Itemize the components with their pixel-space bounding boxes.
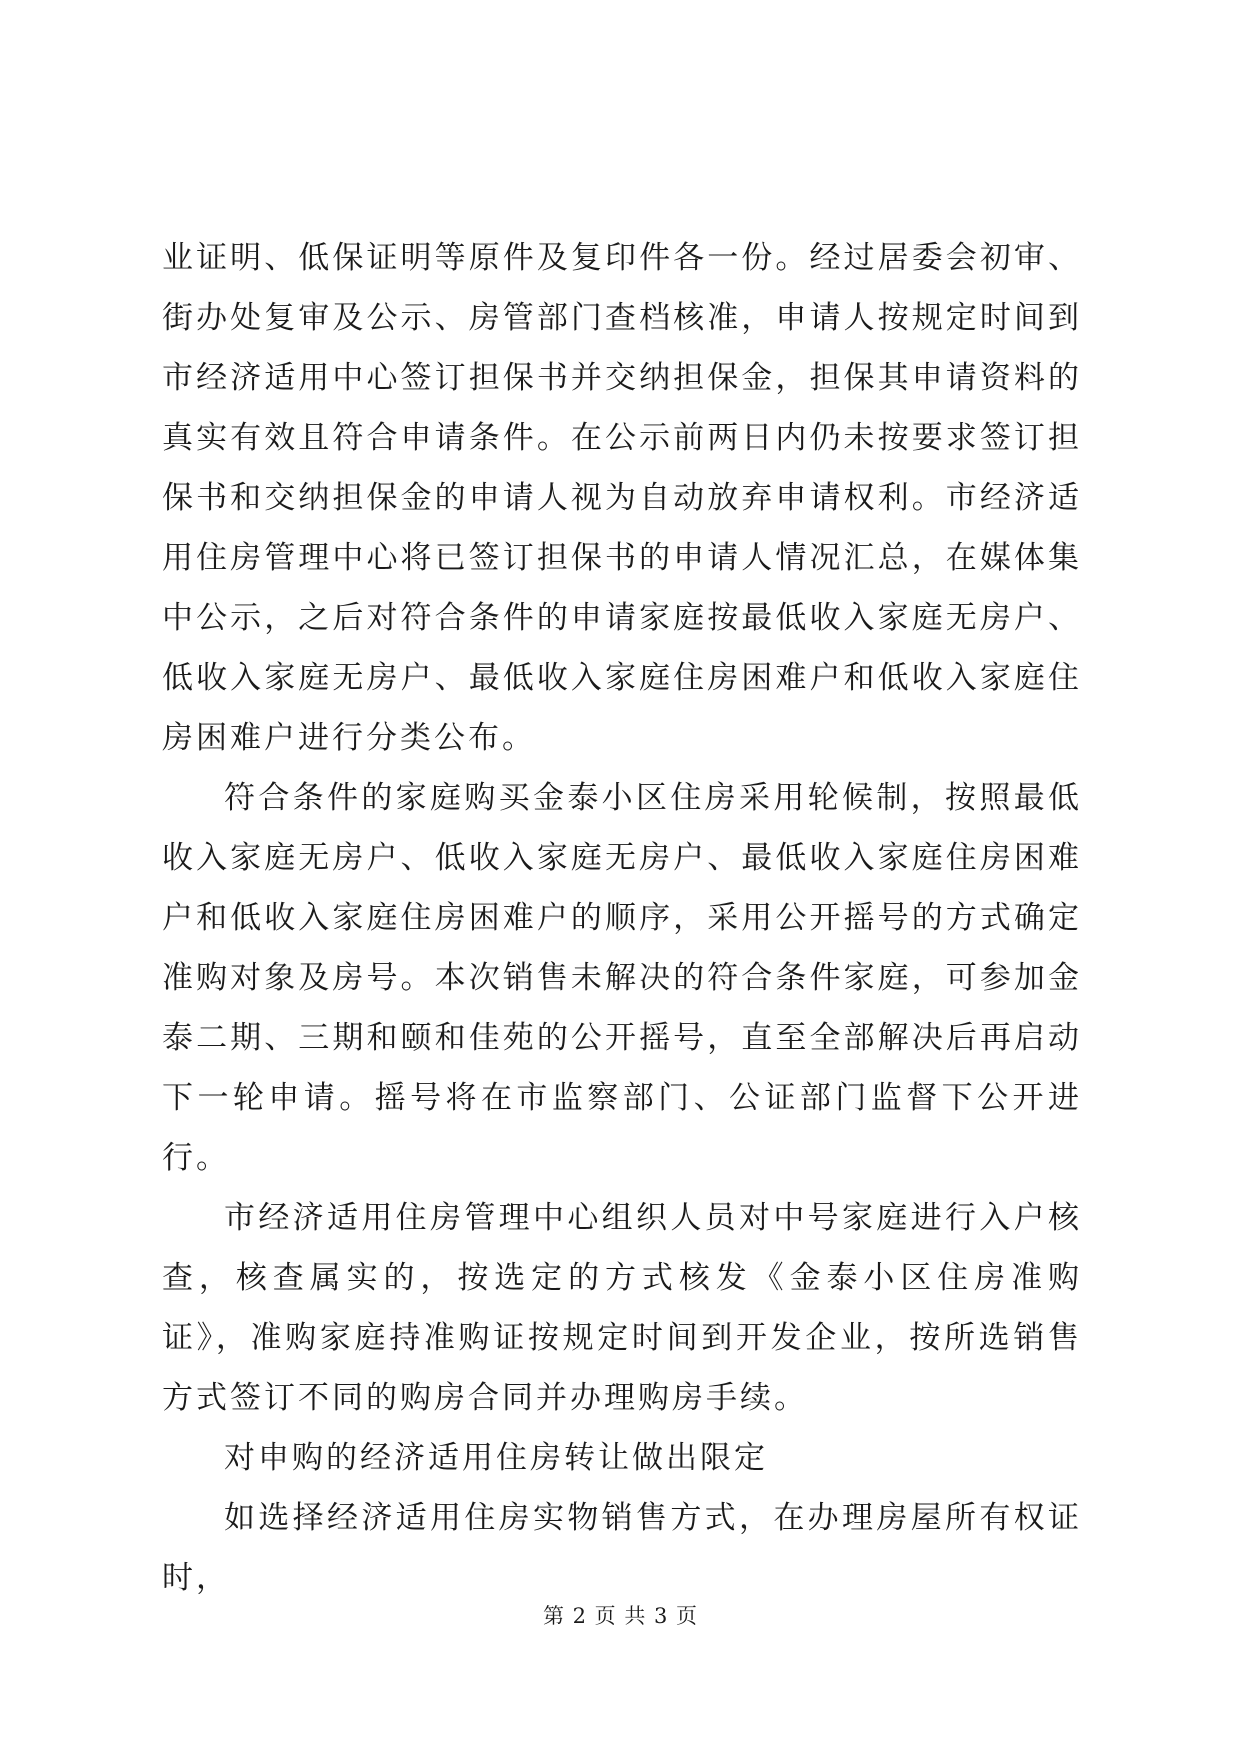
document-body (162, 228, 1082, 1608)
paragraph-verification: 市经济适用住房管理中心组织人员对中号家庭进行入户核查，核查属实的，按选定的方式核发《金泰小区住房准购证》，准购家庭持准购证按规定时间到开发企业，按所选销售方式签订不同的购房合同并办理购房手续。 (162, 1200, 1082, 1416)
paragraph-continuation: 业证明、低保证明等原件及复印件各一份。经过居委会初审、街办处复审及公示、房管部门查档核准，申请人按规定时间到市经济适用中心签订担保书并交纳担保金，担保其申请资料的真实有效且符合申请条件。在公示前两日内仍未按要求签订担保书和交纳担保金的申请人视为自动放弃申请权利。市经济适用住房管理中心将已签订担保书的申请人情况汇总，在媒体集中公示，之后对符合条件的申请家庭按最低收入家庭无房户、低收入家庭无房户、最低收入家庭住房困难户和低收入家庭住房困难户进行分类公布。 (162, 240, 1082, 756)
page-footer: 第 2 页 共 3 页 (542, 1604, 699, 1628)
paragraph-purchase-rotation: 符合条件的家庭购买金泰小区住房采用轮候制，按照最低收入家庭无房户、低收入家庭无房户、最低收入家庭住房困难户和低收入家庭住房困难户的顺序，采用公开摇号的方式确定准购对象及房号。本次销售未解决的符合条件家庭，可参加金泰二期、三期和颐和佳苑的公开摇号，直至全部解决后再启动下一轮申请。摇号将在市监察部门、公证部门监督下公开进行。 (162, 780, 1082, 1176)
paragraph-transfer-heading: 对申购的经济适用住房转让做出限定 (224, 1440, 768, 1476)
paragraph-physical-sale: 如选择经济适用住房实物销售方式，在办理房屋所有权证时， (162, 1500, 1082, 1596)
